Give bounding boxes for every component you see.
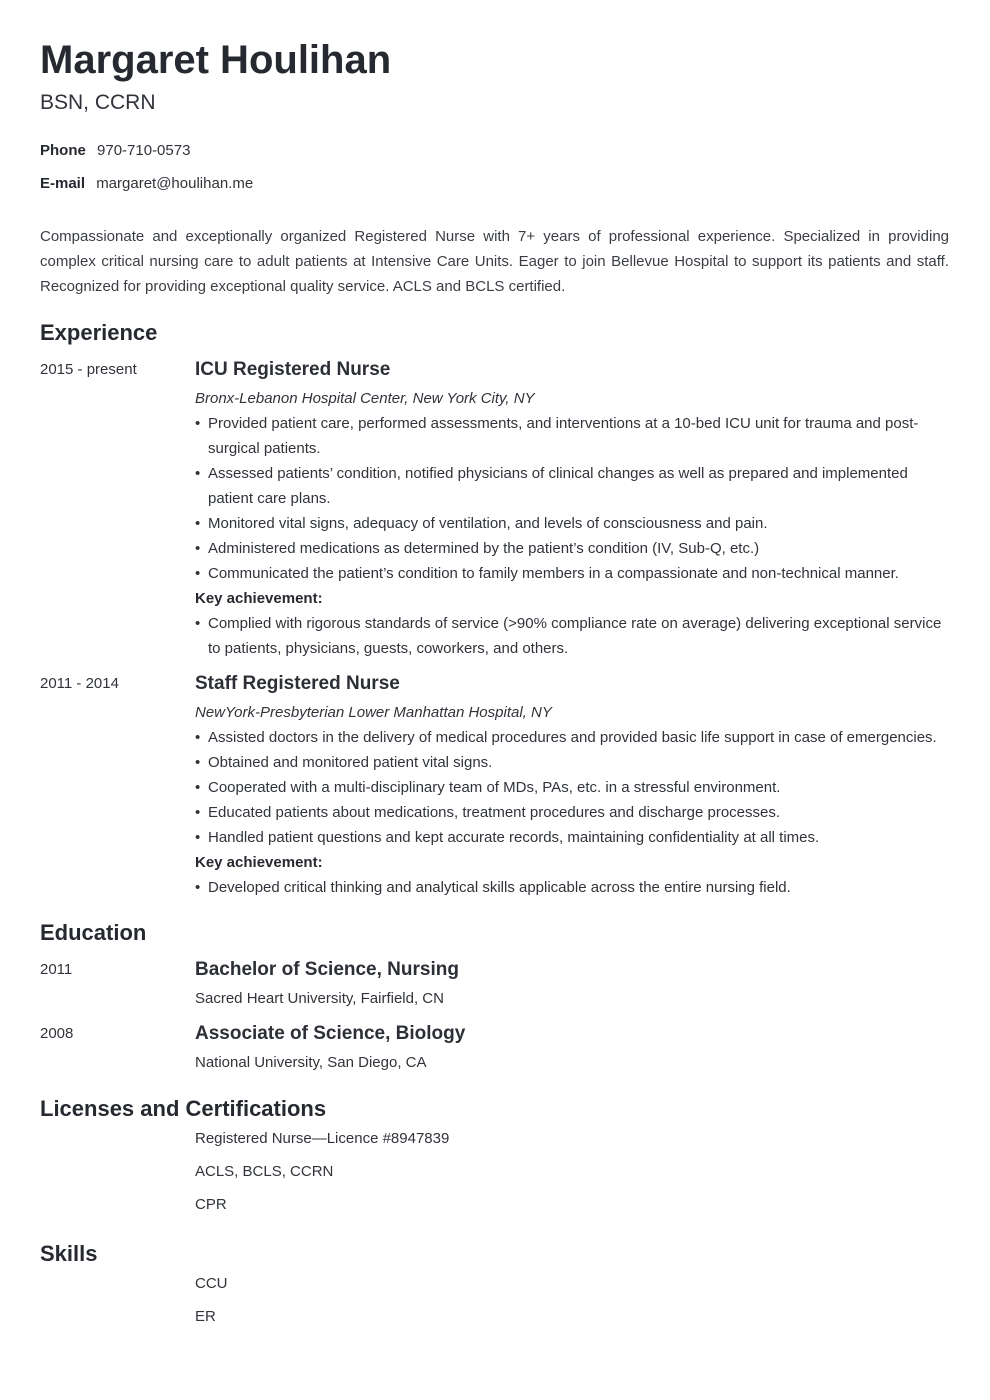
list-item: • Monitored vital signs, adequacy of ventilation, and levels of consciousness and pain.	[195, 515, 768, 532]
achievements-list	[195, 875, 949, 900]
duties-list	[195, 725, 949, 850]
license-item: Registered Nurse—Licence #8947839	[195, 1130, 450, 1147]
employer: Bronx-Lebanon Hospital Center, New York City, NY	[195, 390, 535, 407]
achievements-list	[195, 611, 949, 661]
skill-item: CCU	[195, 1275, 228, 1292]
school: National University, San Diego, CA	[195, 1054, 427, 1071]
list-item: • Cooperated with a multi-disciplinary team of MDs, PAs, etc. in a stressful environment.	[195, 779, 781, 796]
skills-list	[40, 1274, 949, 1340]
section-title: Skills	[40, 1241, 98, 1266]
education-year: 2008	[40, 1025, 74, 1042]
list-item: • Handled patient questions and kept accurate records, maintaining confidentiality at all times.	[195, 829, 820, 846]
entry-body	[195, 1022, 949, 1075]
skill-item: ER	[195, 1308, 216, 1325]
contact-phone	[40, 141, 949, 174]
contact-label: Phone	[40, 142, 86, 159]
education-entry	[40, 1022, 949, 1075]
section-title: Experience	[40, 320, 158, 345]
degree: Bachelor of Science, Nursing	[195, 959, 459, 980]
email-value: margaret@houlihan.me	[96, 175, 254, 192]
experience-entry	[40, 672, 949, 900]
entry-body	[195, 358, 949, 661]
skills-section	[40, 1239, 949, 1340]
degree: Associate of Science, Biology	[195, 1023, 466, 1044]
list-item: • Communicated the patient’s condition to family members in a compassionate and non-technical manner.	[195, 565, 899, 582]
section-title: Licenses and Certifications	[40, 1096, 327, 1121]
job-title: ICU Registered Nurse	[195, 359, 391, 380]
education-year: 2011	[40, 961, 73, 978]
professional-summary: Compassionate and exceptionally organized Registered Nurse with 7+ years of professional experience. Specialized in providing complex critical nursing care to adult patients at Intensive Care Units. Eager to join Bellevue Hospital to support its patients and staff. Recognized for providing exceptional quality service. ACLS and BCLS certified.	[40, 228, 949, 295]
key-achievement-label: Key achievement:	[195, 590, 323, 607]
employer: NewYork-Presbyterian Lower Manhattan Hospital, NY	[195, 704, 552, 721]
license-item: CPR	[195, 1196, 227, 1213]
list-item: • Assisted doctors in the delivery of medical procedures and provided basic life support in case of emergencies.	[195, 729, 937, 746]
list-item: • Obtained and monitored patient vital signs.	[195, 754, 493, 771]
entry-body	[195, 672, 949, 900]
list-item: • Developed critical thinking and analytical skills applicable across the entire nursing field.	[195, 879, 791, 896]
list-item: • Administered medications as determined by the patient’s condition (IV, Sub-Q, etc.)	[195, 540, 760, 557]
list-item: • Educated patients about medications, treatment procedures and discharge processes.	[195, 804, 781, 821]
entry-body	[195, 958, 949, 1011]
entry-dates: 2011 - 2014	[40, 675, 119, 692]
license-item: ACLS, BCLS, CCRN	[195, 1163, 334, 1180]
contact-email	[40, 174, 949, 207]
duties-list	[195, 411, 949, 586]
list-item: • Assessed patients’ condition, notified physicians of clinical changes as well as prepared and implemented patient care plans.	[195, 465, 908, 507]
licenses-section	[40, 1094, 949, 1228]
key-achievement-label: Key achievement:	[195, 854, 323, 871]
phone-value: 970-710-0573	[97, 142, 191, 159]
candidate-name: Margaret Houlihan	[40, 38, 392, 82]
education-entry	[40, 958, 949, 1011]
entry-dates: 2015 - present	[40, 361, 137, 378]
experience-entry	[40, 358, 949, 661]
section-title: Education	[40, 920, 147, 945]
list-item: • Provided patient care, performed assessments, and interventions at a 10-bed ICU unit for trauma and post-surgical patients.	[195, 415, 919, 457]
education-section	[40, 918, 949, 1075]
licenses-list	[40, 1129, 949, 1228]
contact-label: E-mail	[40, 175, 86, 192]
candidate-credentials: BSN, CCRN	[40, 91, 156, 114]
experience-section	[40, 318, 949, 900]
list-item: • Complied with rigorous standards of service (>90% compliance rate on average) delivering exceptional service to patients, physicians, guests, coworkers, and others.	[195, 615, 942, 657]
job-title: Staff Registered Nurse	[195, 673, 400, 694]
school: Sacred Heart University, Fairfield, CN	[195, 990, 444, 1007]
contact-info	[40, 141, 949, 207]
